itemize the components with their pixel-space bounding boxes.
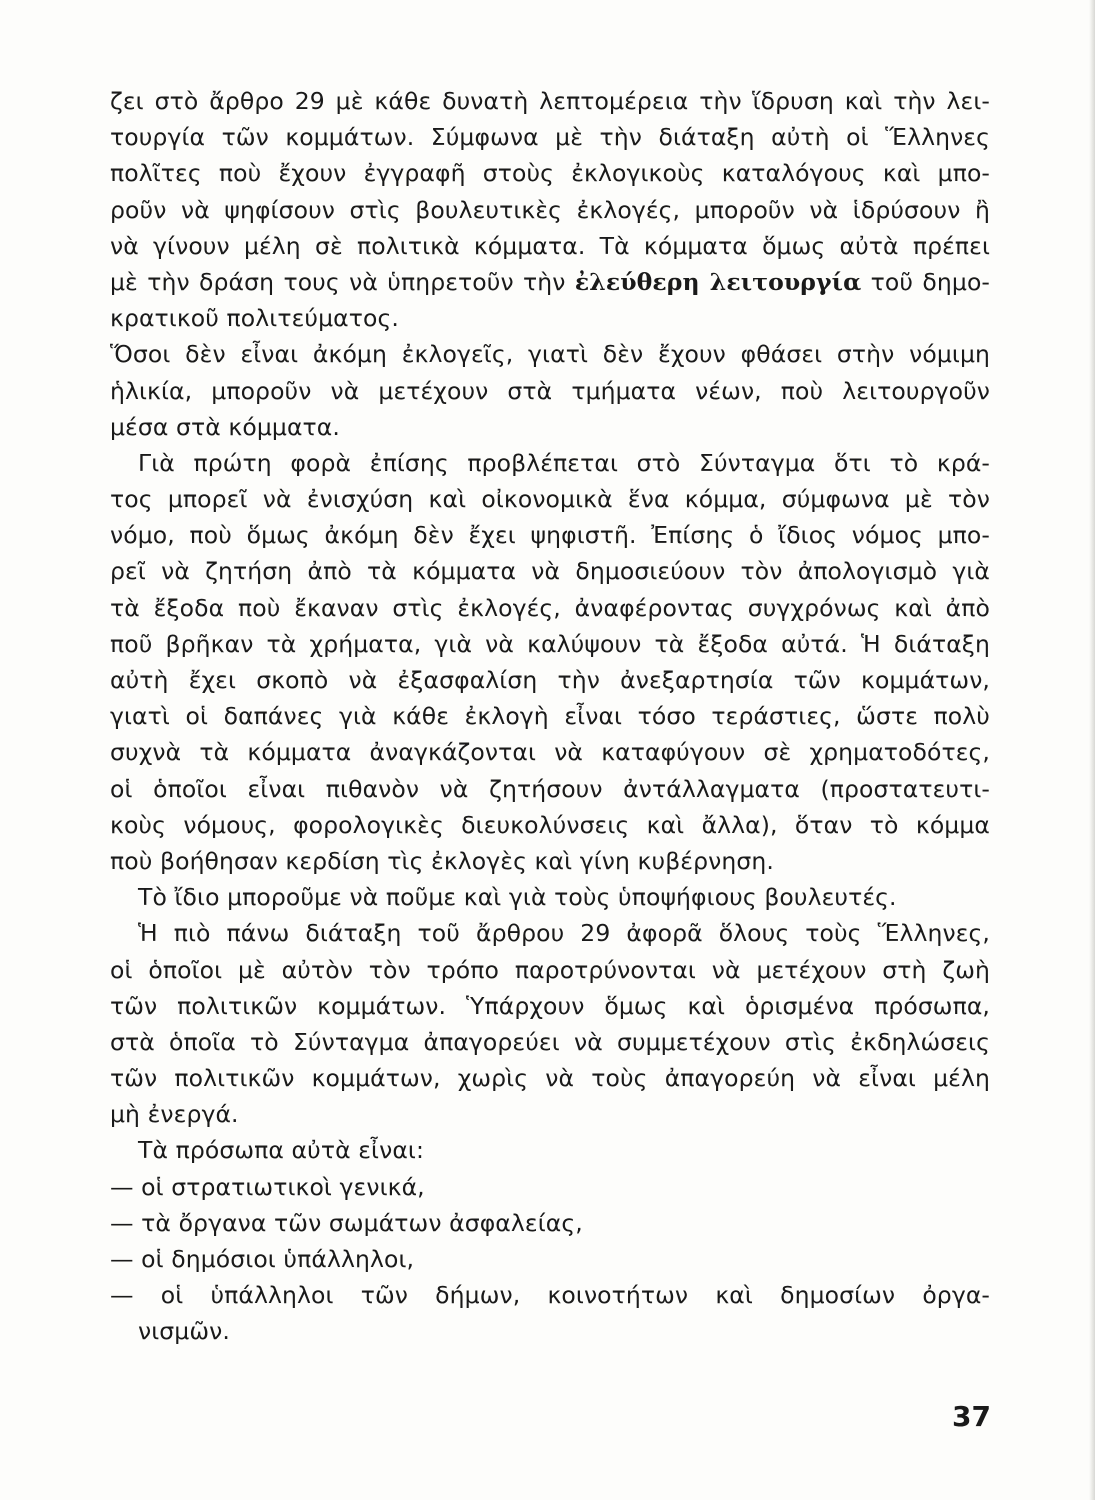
text-segment: τος μπορεῖ νὰ ἐνισχύση καὶ οἰκονομικὰ ἕνα κόμμα, σύμφωνα μὲ τὸν [110, 485, 990, 514]
text-line [110, 1205, 990, 1241]
text-segment: — οἱ στρατιωτικοὶ γενικά, [110, 1172, 425, 1201]
text-line [110, 119, 990, 155]
text-segment: οἱ ὁποῖοι εἶναι πιθανὸν νὰ ζητήσουν ἀντάλλαγματα (προστατευτι- [110, 774, 990, 803]
text-segment: νισμῶν. [138, 1317, 230, 1346]
text-segment: μὴ ἐνεργά. [110, 1100, 239, 1129]
text-line [110, 155, 990, 191]
scan-edge-shadow [1089, 0, 1095, 1500]
text-line [110, 1132, 990, 1168]
text-line [110, 1096, 990, 1132]
text-segment: στὰ ὁποῖα τὸ Σύνταγμα ἀπαγορεύει νὰ συμμετέχουν στὶς ἐκδηλώσεις [110, 1027, 990, 1056]
text-segment: κρατικοῦ πολιτεύματος. [110, 304, 399, 333]
text-line [110, 373, 990, 409]
text-segment: νὰ γίνουν μέλη σὲ πολιτικὰ κόμματα. Τὰ κόμματα ὅμως αὐτὰ πρέπει [110, 231, 990, 260]
text-line [110, 1060, 990, 1096]
text-line [110, 1277, 990, 1313]
text-segment: μέσα στὰ κόμματα. [110, 412, 340, 441]
body-text [110, 83, 990, 1350]
text-line [110, 698, 990, 734]
text-segment: τουργία τῶν κομμάτων. Σύμφωνα μὲ τὴν διάταξη αὐτὴ οἱ Ἕλληνες [110, 123, 990, 152]
text-segment: ρεῖ νὰ ζητήση ἀπὸ τὰ κόμματα νὰ δημοσιεύουν τὸν ἀπολογισμὸ γιὰ [110, 557, 990, 586]
text-line [110, 734, 990, 770]
text-segment: οἱ ὁποῖοι μὲ αὐτὸν τὸν τρόπο παροτρύνονται νὰ μετέχουν στὴ ζωὴ [110, 955, 990, 984]
text-line [110, 481, 990, 517]
text-segment: — οἱ ὑπάλληλοι τῶν δήμων, κοινοτήτων καὶ δημοσίων ὀργα- [110, 1281, 990, 1310]
text-segment: Ὅσοι δὲν εἶναι ἀκόμη ἐκλογεῖς, γιατὶ δὲν ἔχουν φθάσει στὴν νόμιμη [110, 340, 990, 369]
text-line [110, 1169, 990, 1205]
text-line [110, 83, 990, 119]
text-segment: ροῦν νὰ ψηφίσουν στὶς βουλευτικὲς ἐκλογές, μποροῦν νὰ ἱδρύσουν ἢ [110, 195, 990, 224]
text-line [110, 879, 990, 915]
text-segment: ἡλικία, μποροῦν νὰ μετέχουν στὰ τμήματα νέων, ποὺ λειτουργοῦν [110, 376, 990, 405]
page-number: 37 [952, 1400, 991, 1433]
text-line [110, 1313, 990, 1349]
text-line [110, 553, 990, 589]
text-segment: ποῦ βρῆκαν τὰ χρήματα, γιὰ νὰ καλύψουν τὰ ἔξοδα αὐτά. Ἡ διάταξη [110, 629, 990, 658]
text-segment: — τὰ ὄργανα τῶν σωμάτων ἀσφαλείας, [110, 1208, 583, 1237]
text-line [110, 952, 990, 988]
text-segment: τῶν πολιτικῶν κομμάτων, χωρὶς νὰ τοὺς ἀπαγορεύη νὰ εἶναι μέλη [110, 1064, 990, 1093]
text-segment: τῶν πολιτικῶν κομμάτων. Ὑπάρχουν ὅμως καὶ ὁρισμένα πρόσωπα, [110, 991, 990, 1020]
text-segment: ποὺ βοήθησαν κερδίση τὶς ἐκλογὲς καὶ γίνη κυβέρνηση. [110, 846, 774, 875]
text-line [110, 662, 990, 698]
text-line [110, 1241, 990, 1277]
text-segment: Ἡ πιὸ πάνω διάταξη τοῦ ἄρθρου 29 ἀφορᾶ ὅλους τοὺς Ἕλληνες, [138, 919, 990, 948]
text-line [110, 843, 990, 879]
text-line [110, 807, 990, 843]
text-line [110, 409, 990, 445]
text-line [110, 517, 990, 553]
text-segment: πολῖτες ποὺ ἔχουν ἐγγραφῆ στοὺς ἐκλογικοὺς καταλόγους καὶ μπο- [110, 159, 990, 188]
text-line [110, 988, 990, 1024]
text-segment: γιατὶ οἱ δαπάνες γιὰ κάθε ἐκλογὴ εἶναι τόσο τεράστιες, ὥστε πολὺ [110, 702, 990, 731]
bold-phrase: ἐλεύθερη λειτουργία [574, 267, 862, 296]
text-line [110, 590, 990, 626]
text-segment: Γιὰ πρώτη φορὰ ἐπίσης προβλέπεται στὸ Σύνταγμα ὅτι τὸ κρά- [138, 448, 990, 477]
text-line [110, 192, 990, 228]
text-line [110, 771, 990, 807]
text-line [110, 228, 990, 264]
text-line [110, 264, 990, 300]
text-segment: ζει στὸ ἄρθρο 29 μὲ κάθε δυνατὴ λεπτομέρεια τὴν ἵδρυση καὶ τὴν λει- [110, 87, 990, 115]
text-line [110, 300, 990, 336]
text-line [110, 336, 990, 372]
text-segment: νόμο, ποὺ ὅμως ἀκόμη δὲν ἔχει ψηφιστῆ. Ἐπίσης ὁ ἴδιος νόμος μπο- [110, 521, 990, 550]
text-segment: — οἱ δημόσιοι ὑπάλληλοι, [110, 1245, 415, 1273]
text-segment: κοὺς νόμους, φορολογικὲς διευκολύνσεις καὶ ἄλλα), ὅταν τὸ κόμμα [110, 810, 990, 839]
text-segment: Τὰ πρόσωπα αὐτὰ εἶναι: [138, 1136, 424, 1165]
text-line [110, 445, 990, 481]
text-line [110, 626, 990, 662]
text-line [110, 1024, 990, 1060]
text-segment: μὲ τὴν δράση τους νὰ ὑπηρετοῦν τὴν [110, 267, 566, 296]
text-segment: τὰ ἔξοδα ποὺ ἔκαναν στὶς ἐκλογές, ἀναφέροντας συγχρόνως καὶ ἀπὸ [110, 593, 990, 622]
text-segment: συχνὰ τὰ κόμματα ἀναγκάζονται νὰ καταφύγουν σὲ χρηματοδότες, [110, 738, 990, 767]
text-line [110, 915, 990, 951]
text-segment: τοῦ δημο- [870, 267, 991, 296]
text-segment: Τὸ ἴδιο μποροῦμε νὰ ποῦμε καὶ γιὰ τοὺς ὑποψήφιους βουλευτές. [138, 883, 897, 912]
text-segment: αὐτὴ ἔχει σκοπὸ νὰ ἐξασφαλίση τὴν ἀνεξαρτησία τῶν κομμάτων, [110, 666, 990, 694]
